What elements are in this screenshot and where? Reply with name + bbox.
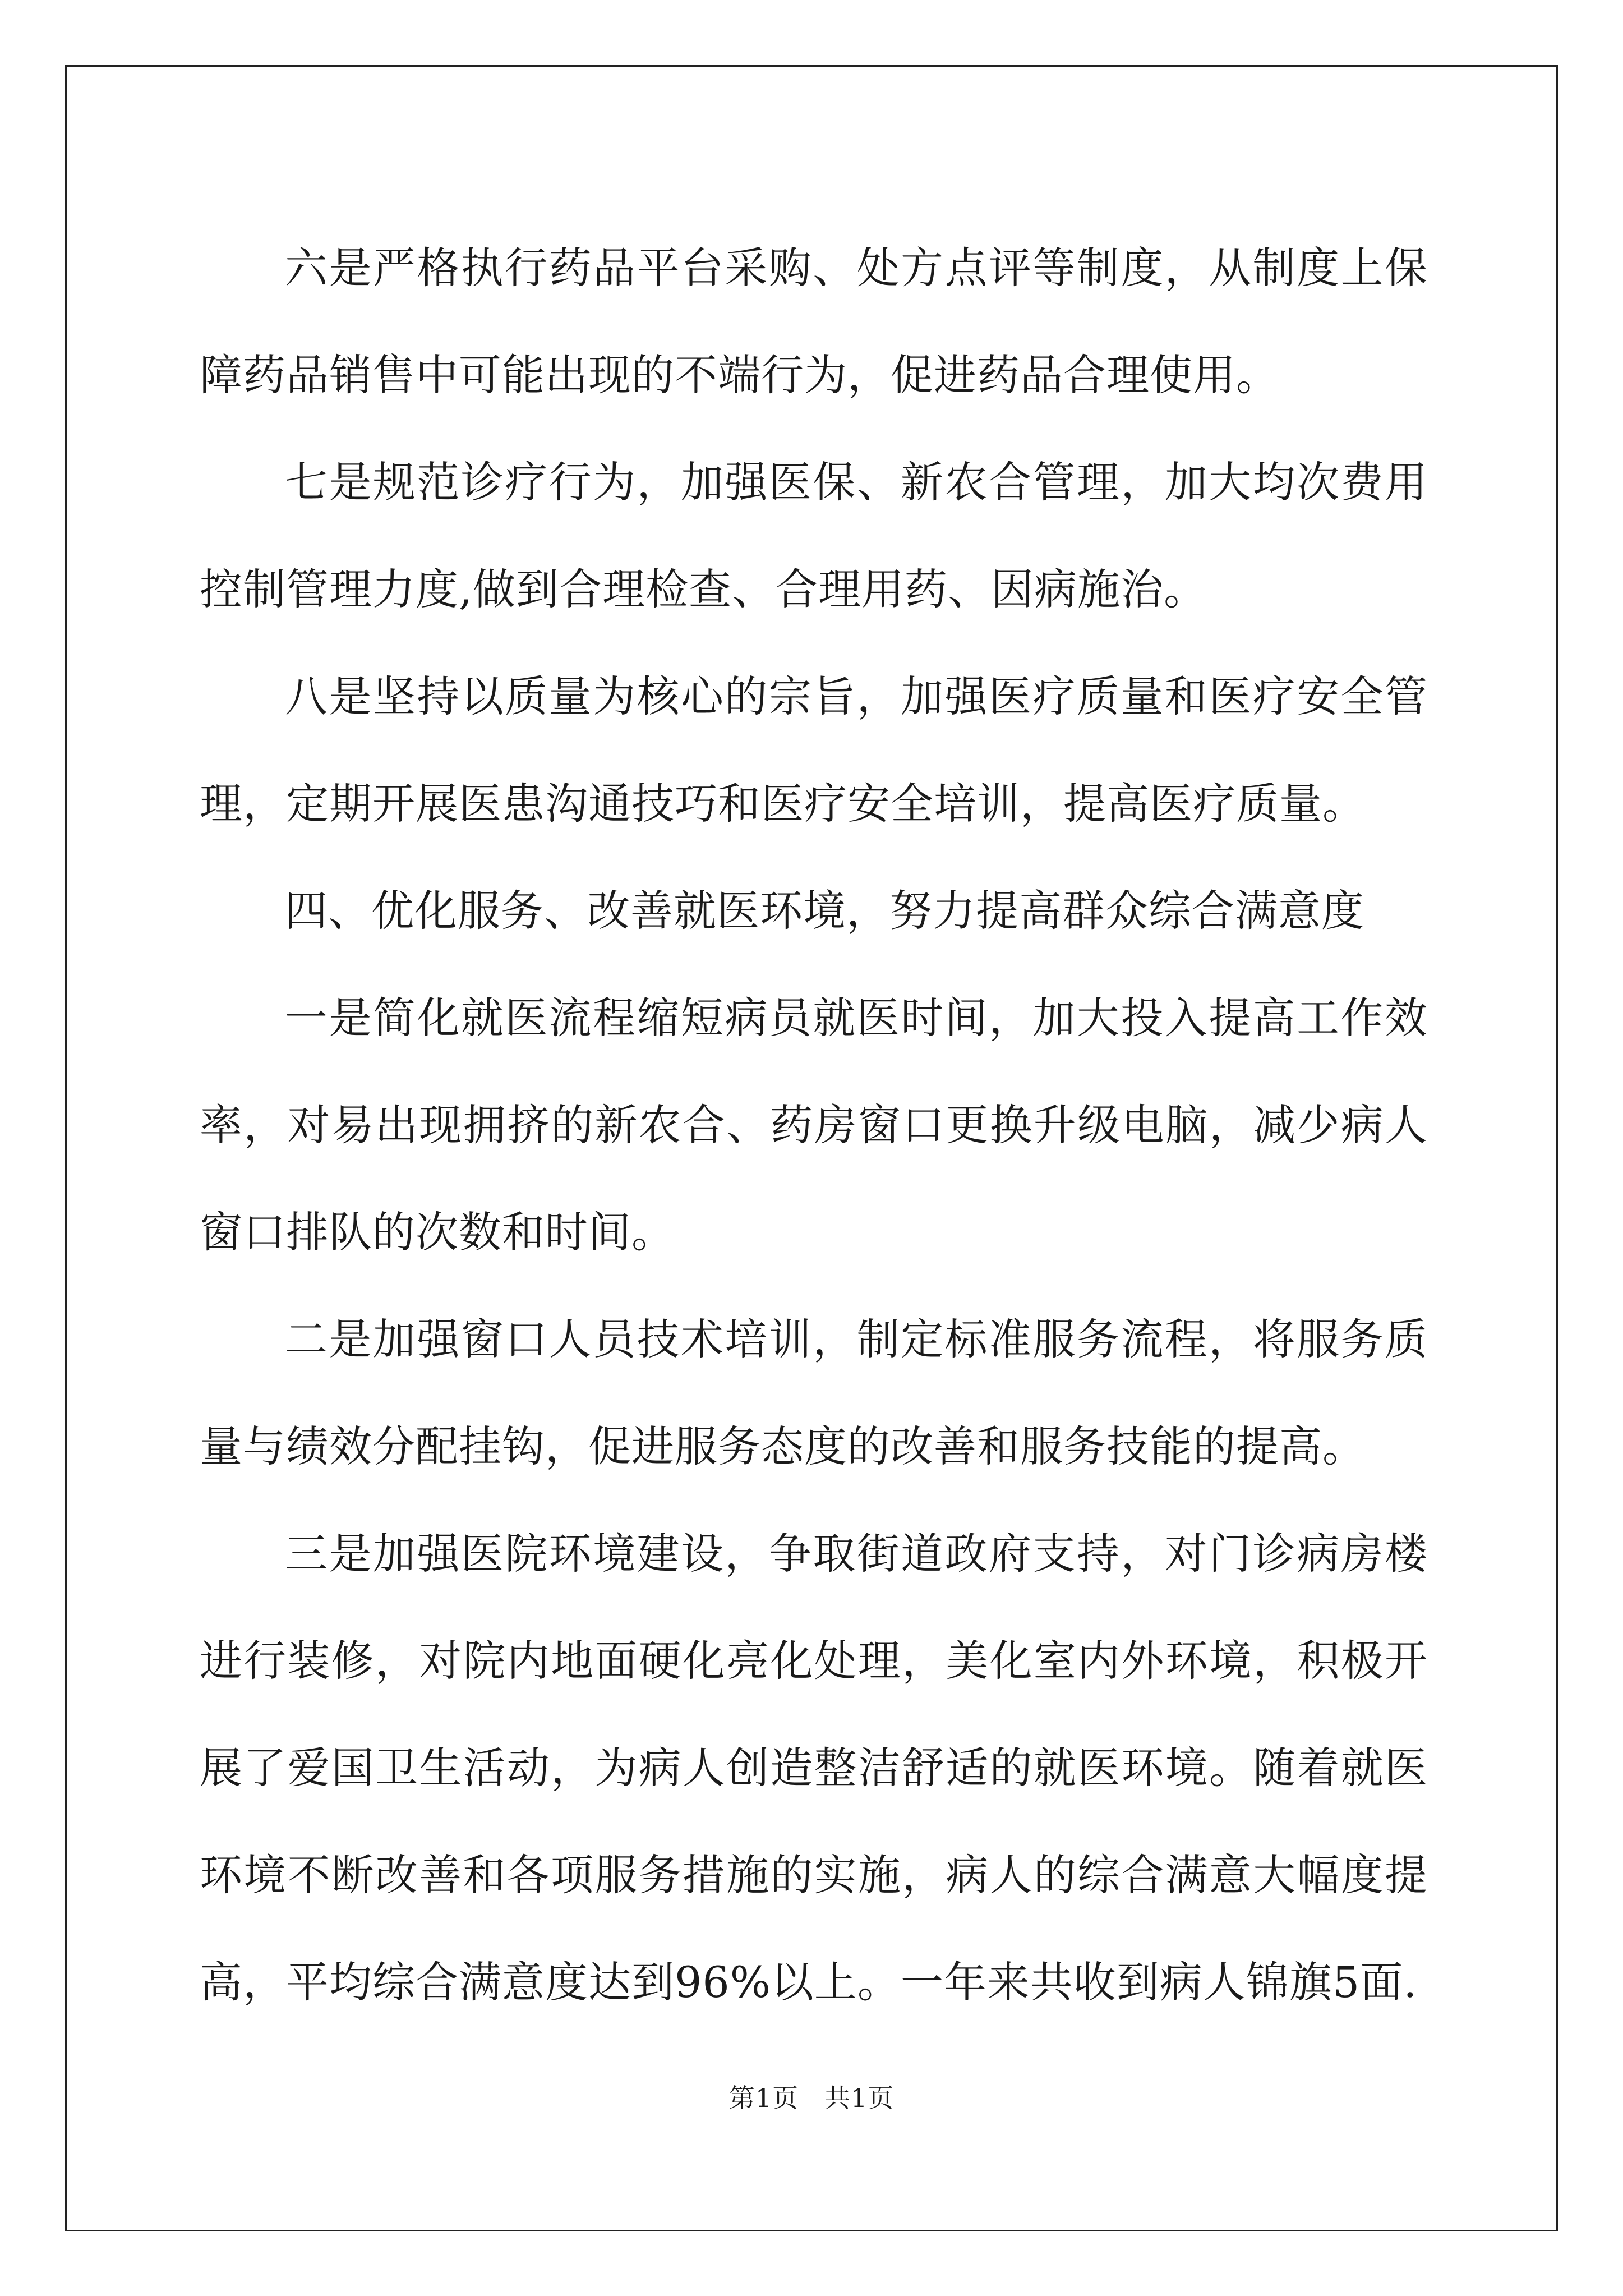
paragraph-hospital-environment: 三是加强医院环境建设，争取街道政府支持，对门诊病房楼进行装修，对院内地面硬化亮化处理，美化室内外环境，积极开展了爱国卫生活动，为病人创造整洁舒适的就医环境。随着就医环境不断改善和各项服务措施的实施，病人的综合满意大幅度提高，平均综合满意度达到96%以上。一年来共收到病人锦旗5面. [200, 1529, 1428, 2007]
paragraph-window-training: 二是加强窗口人员技术培训，制定标准服务流程，将服务质量与绩效分配挂钩，促进服务态度的改善和服务技能的提高。 [200, 1314, 1428, 1471]
page-number-current: 第1页 [728, 2083, 799, 2113]
paragraph-simplify-process: 一是简化就医流程缩短病员就医时间，加大投入提高工作效率，对易出现拥挤的新农合、药房窗口更换升级电脑，减少病人窗口排队的次数和时间。 [200, 993, 1428, 1257]
page-number-total: 共1页 [824, 2083, 895, 2113]
paragraph-diagnosis-standard: 七是规范诊疗行为，加强医保、新农合管理，加大均次费用控制管理力度,做到合理检查、合理用药、因病施治。 [200, 457, 1428, 614]
document-body [200, 214, 1428, 2036]
paragraph-quality-core: 八是坚持以质量为核心的宗旨，加强医疗质量和医疗安全管理，定期开展医患沟通技巧和医疗安全培训，提高医疗质量。 [200, 671, 1428, 829]
section-heading-service-optimization: 四、优化服务、改善就医环境，努力提高群众综合满意度 [285, 886, 1364, 936]
paragraph-drug-procurement: 六是严格执行药品平台采购、处方点评等制度，从制度上保障药品销售中可能出现的不端行为，促进药品合理使用。 [200, 243, 1428, 400]
page-footer [0, 2081, 1623, 2115]
